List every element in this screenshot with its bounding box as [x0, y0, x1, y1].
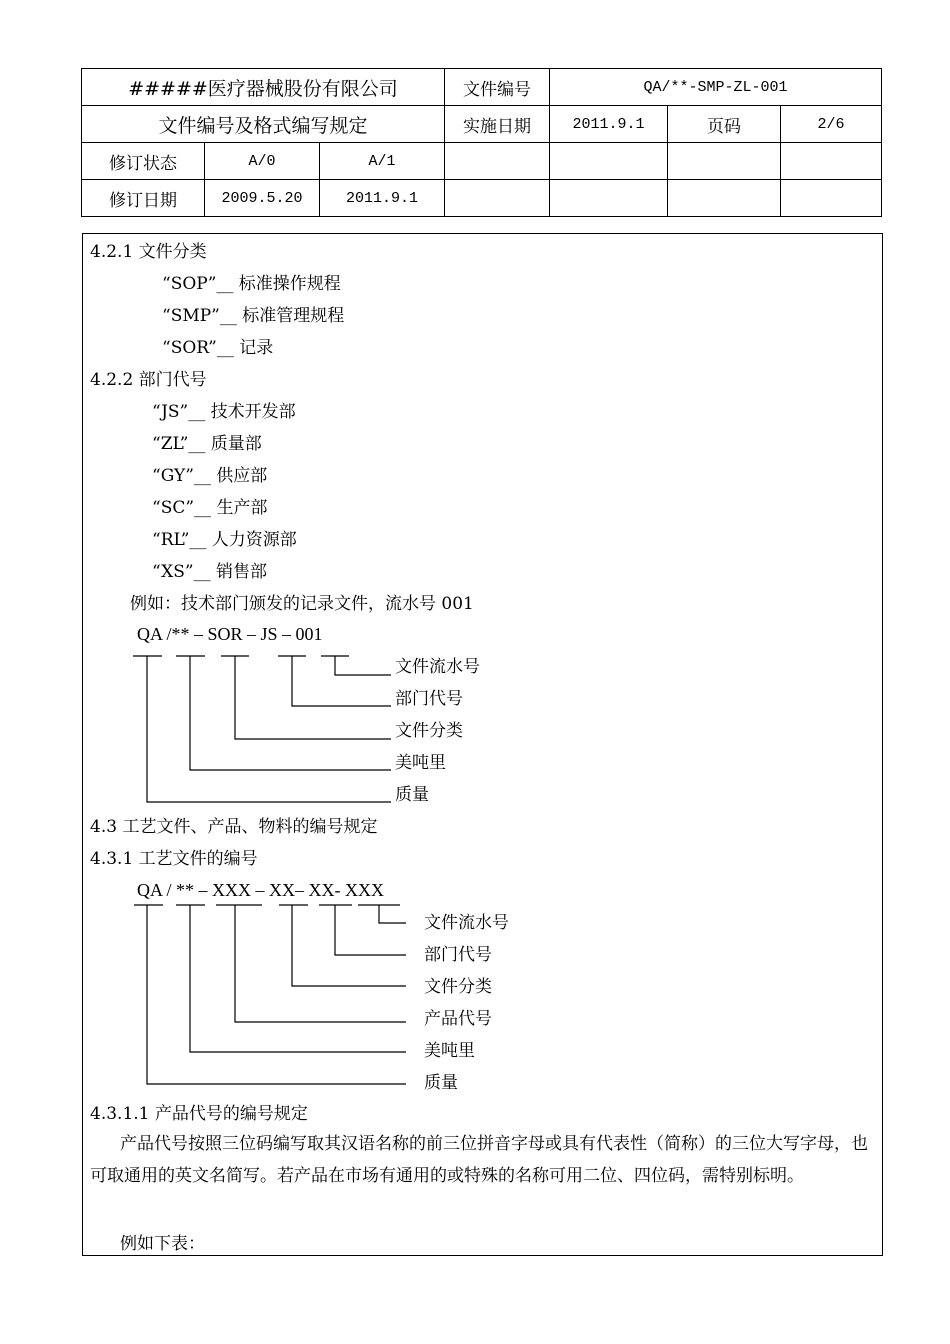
diagram1-label-serial: 文件流水号: [395, 657, 480, 677]
diagram1-label-company: 美吨里: [395, 753, 446, 773]
rev-status-a0: A/0: [205, 143, 320, 180]
example-code-1: QA /** – SOR – JS – 001: [137, 624, 323, 644]
rev-date-1: 2009.5.20: [205, 180, 320, 217]
rev-date-2: 2011.9.1: [320, 180, 445, 217]
diagram2-label-company: 美吨里: [424, 1041, 475, 1061]
rev-status-label: 修订状态: [82, 143, 205, 180]
section-4-3-heading: 4.3 工艺文件、产品、物料的编号规定: [90, 817, 378, 837]
code-part: XX: [308, 880, 335, 900]
impl-date-value: 2011.9.1: [550, 106, 668, 143]
list-item: “SMP”__ 标准管理规程: [162, 306, 345, 326]
diagram1-label-category: 文件分类: [395, 721, 463, 741]
diagram2-label-quality: 质量: [424, 1073, 458, 1093]
code-part: –: [255, 880, 265, 900]
rev-status-a1: A/1: [320, 143, 445, 180]
section-4-3-1-heading: 4.3.1 工艺文件的编号: [90, 849, 258, 869]
example-intro: 例如：技术部门颁发的记录文件，流水号 001: [130, 594, 474, 614]
code-part: XXX: [345, 880, 385, 900]
doc-title: 文件编号及格式编写规定: [82, 106, 445, 143]
diagram2-label-product: 产品代号: [424, 1009, 492, 1029]
code-part: XXX: [212, 880, 252, 900]
list-item: “JS”__ 技术开发部: [152, 402, 296, 422]
list-item: “SC”__ 生产部: [152, 498, 268, 518]
doc-number-value: QA/**-SMP-ZL-001: [550, 69, 882, 106]
page-label: 页码: [668, 106, 781, 143]
code-part: –: [295, 880, 305, 900]
list-item: “XS”__ 销售部: [152, 562, 268, 582]
list-item: “ZL”__ 质量部: [152, 434, 262, 454]
diagram2-label-category: 文件分类: [424, 977, 492, 997]
section-4-2-1-heading: 4.2.1 文件分类: [90, 242, 207, 262]
list-item: “SOP”__ 标准操作规程: [162, 274, 341, 294]
product-code-paragraph: 产品代号按照三位码编写取其汉语名称的前三位拼音字母或具有代表性（简称）的三位大写字母，也可取通用的英文名简写。若产品在市场有通用的或特殊的名称可用二位、四位码，需特别标明。: [90, 1134, 868, 1186]
code-part: –: [198, 880, 208, 900]
code-part: /: [166, 880, 172, 900]
diagram2-label-dept: 部门代号: [424, 945, 492, 965]
list-item: “RL”__ 人力资源部: [152, 530, 297, 550]
company-name: #####医疗器械股份有限公司: [82, 69, 445, 106]
list-item: “GY”__ 供应部: [152, 466, 268, 486]
section-4-3-1-1-heading: 4.3.1.1 产品代号的编号规定: [90, 1104, 308, 1124]
list-item: “SOR”__ 记录: [162, 338, 274, 358]
diagram2-label-serial: 文件流水号: [424, 913, 509, 933]
code-part: **: [176, 880, 195, 900]
rev-date-label: 修订日期: [82, 180, 205, 217]
page-value: 2/6: [781, 106, 882, 143]
diagram1-label-dept: 部门代号: [395, 689, 463, 709]
example-note: 例如下表：: [120, 1234, 205, 1254]
code-part: XX: [269, 880, 296, 900]
diagram1-label-quality: 质量: [395, 785, 429, 805]
code-part: -: [334, 880, 341, 900]
code-part: QA: [137, 880, 163, 900]
impl-date-label: 实施日期: [445, 106, 550, 143]
doc-number-label: 文件编号: [445, 69, 550, 106]
section-4-2-2-heading: 4.2.2 部门代号: [90, 370, 207, 390]
